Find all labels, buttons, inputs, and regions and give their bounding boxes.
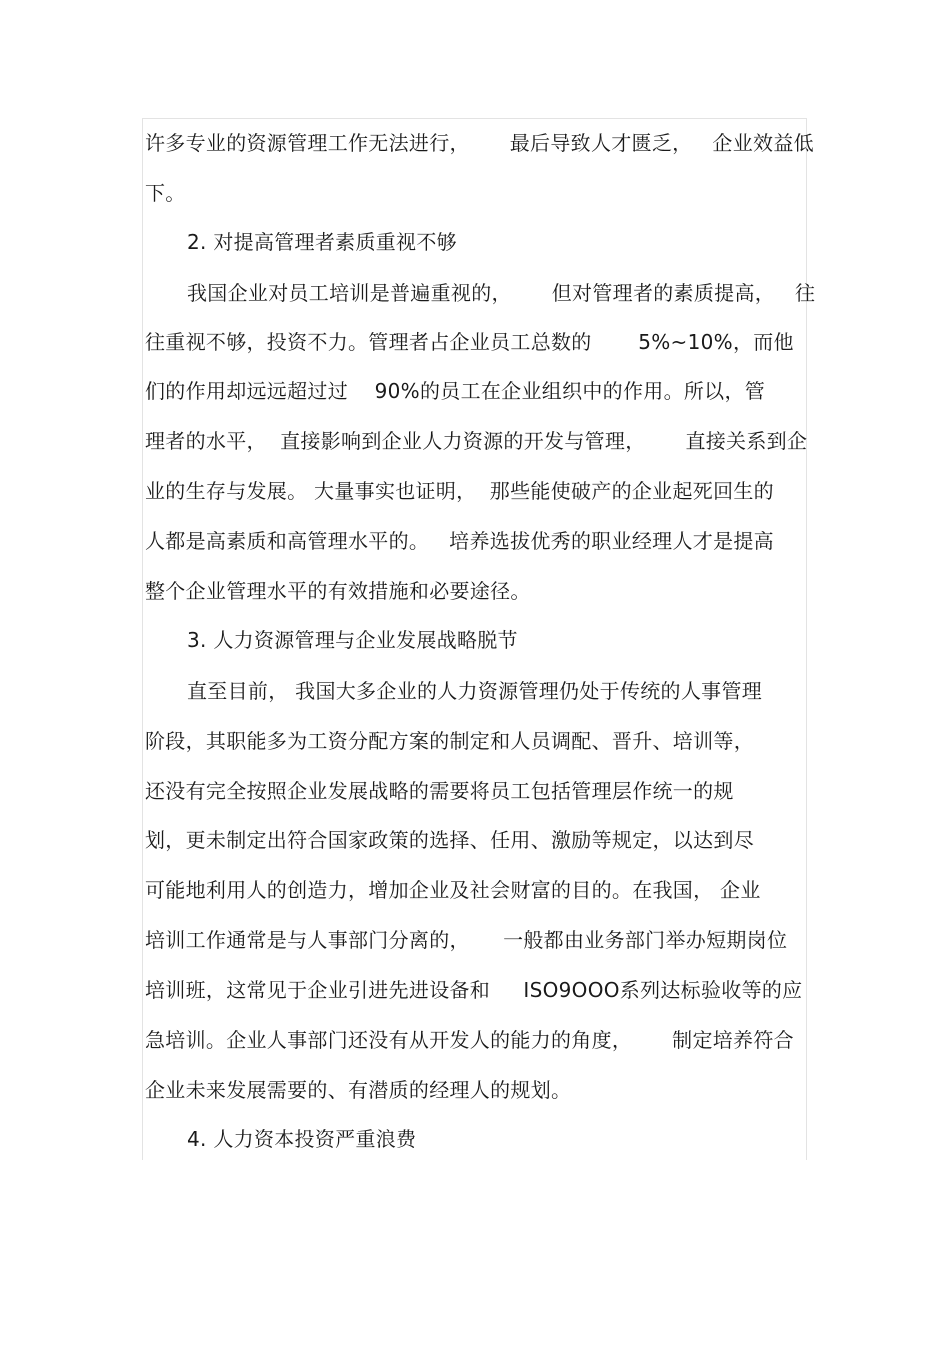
body-line: 直至目前， 我国大多企业的人力资源管理仍处于传统的人事管理 [187,679,763,703]
body-line: 阶段，其职能多为工资分配方案的制定和人员调配、晋升、培训等， [145,729,754,753]
body-line: 企业未来发展需要的、有潜质的经理人的规划。 [145,1078,572,1102]
body-line: 我国企业对员工培训是普遍重视的， 但对管理者的素质提高， 往 [187,281,816,305]
section-heading: 3. 人力资源管理与企业发展战略脱节 [187,628,518,652]
body-line: 人都是高素质和高管理水平的。 培养选拔优秀的职业经理人才是提高 [145,529,774,553]
body-line: 可能地利用人的创造力，增加企业及社会财富的目的。在我国， 企业 [145,878,761,902]
body-line: 业的生存与发展。 大量事实也证明， 那些能使破产的企业起死回生的 [145,479,774,503]
body-line: 们的作用却远远超过过 90%的员工在企业组织中的作用。所以，管 [145,379,766,403]
body-line: 培训工作通常是与人事部门分离的， 一般都由业务部门举办短期岗位 [145,928,788,952]
body-line: 理者的水平， 直接影响到企业人力资源的开发与管理， 直接关系到企 [145,429,808,453]
body-line: 往重视不够，投资不力。管理者占企业员工总数的 5%~10%，而他 [145,330,794,354]
body-line: 还没有完全按照企业发展战略的需要将员工包括管理层作统一的规 [145,779,734,803]
section-heading: 2. 对提高管理者素质重视不够 [187,230,457,254]
body-line: 急培训。企业人事部门还没有从开发人的能力的角度， 制定培养符合 [145,1028,794,1052]
section-heading: 4. 人力资本投资严重浪费 [187,1127,417,1151]
body-line: 整个企业管理水平的有效措施和必要途径。 [145,579,531,603]
body-line: 下。 [145,181,186,205]
body-line: 培训班，这常见于企业引进先进设备和 ISO9OOO系列达标验收等的应 [145,978,803,1002]
body-line: 划，更未制定出符合国家政策的选择、任用、激励等规定，以达到尽 [145,828,754,852]
body-line: 许多专业的资源管理工作无法进行， 最后导致人才匮乏， 企业效益低 [145,131,814,155]
